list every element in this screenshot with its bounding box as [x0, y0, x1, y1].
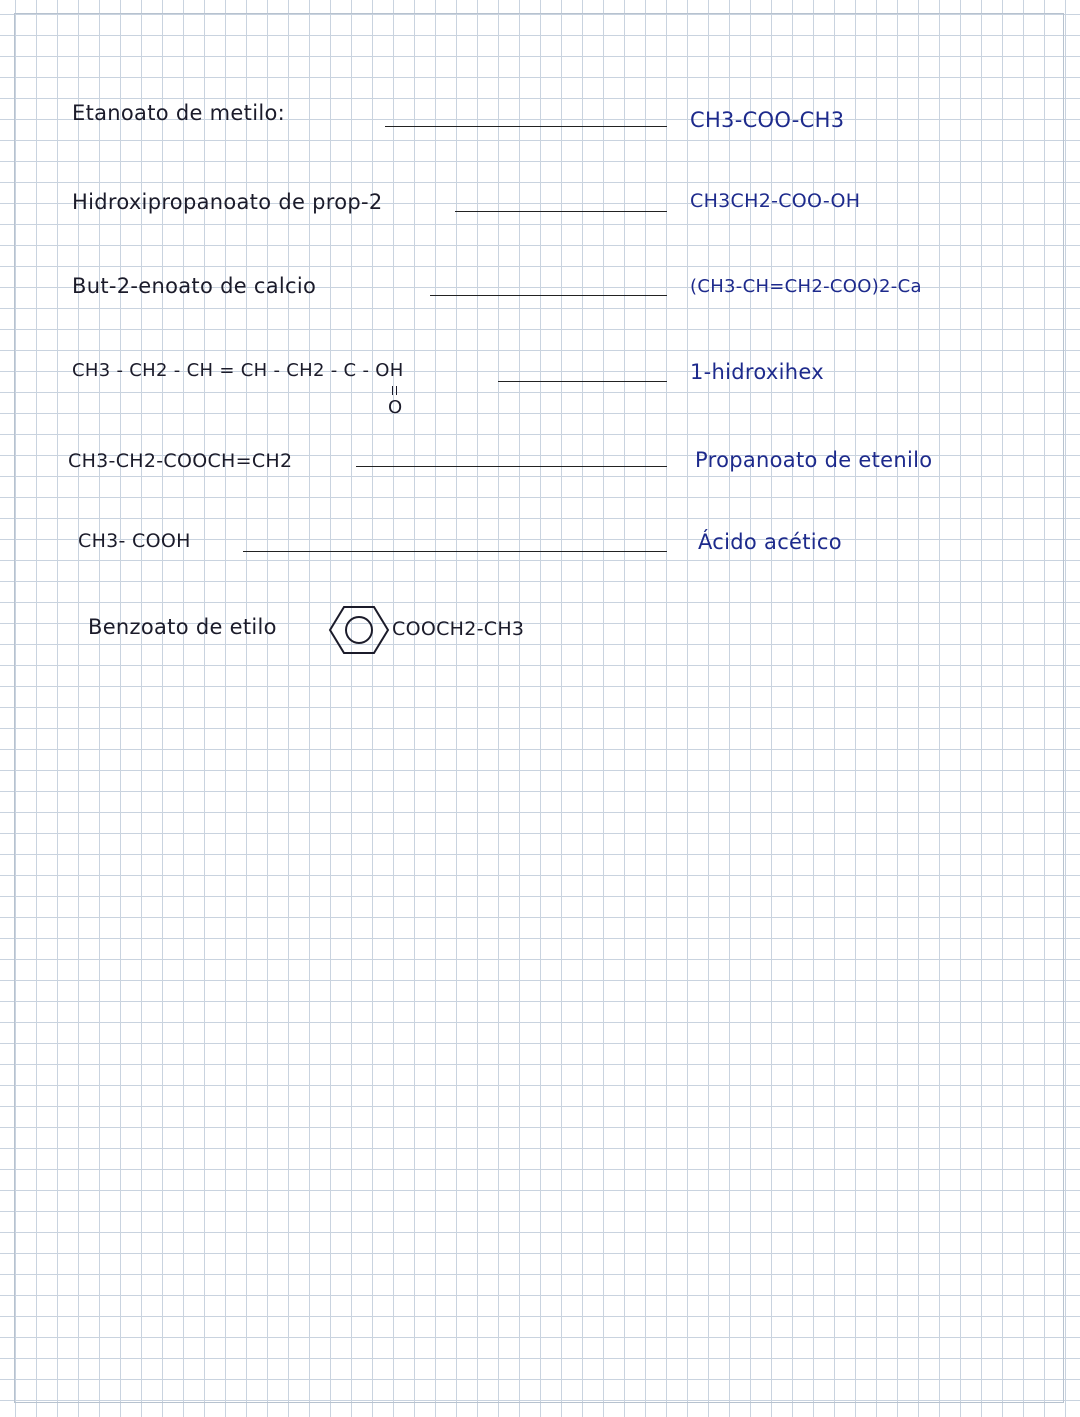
row-4-left: CH3 - CH2 - CH = CH - CH2 - C - OH [72, 360, 404, 381]
row-5-rule [356, 466, 667, 467]
row-5-right: Propanoato de etenilo [695, 448, 933, 472]
row-4-rule [498, 381, 667, 382]
benzene-ring-icon [328, 604, 390, 656]
row-6-right: Ácido acético [698, 530, 842, 554]
row-5-left: CH3-CH2-COOCH=CH2 [68, 450, 293, 472]
row-1-rule [385, 126, 667, 127]
row-2-rule [455, 211, 667, 212]
row-3-left: But-2-enoato de calcio [72, 274, 317, 298]
benzoate-label: Benzoato de etilo [88, 615, 277, 639]
benzoate-substituent: COOCH2-CH3 [392, 618, 525, 640]
row-1-right: CH3-COO-CH3 [690, 108, 845, 132]
row-3-rule [430, 295, 667, 296]
row-2-left: Hidroxipropanoato de prop-2 [72, 190, 383, 214]
row-4-right: 1-hidroxihex [690, 360, 824, 384]
row-6-left: CH3- COOH [78, 530, 191, 552]
row-2-right: CH3CH2-COO-OH [690, 190, 861, 212]
carbonyl-double-bond [392, 386, 397, 395]
row-3-right: (CH3-CH=CH2-COO)2-Ca [690, 276, 922, 297]
carbonyl-oxygen: O [388, 397, 403, 418]
row-1-left: Etanoato de metilo: [72, 101, 285, 125]
row-6-rule [243, 551, 667, 552]
